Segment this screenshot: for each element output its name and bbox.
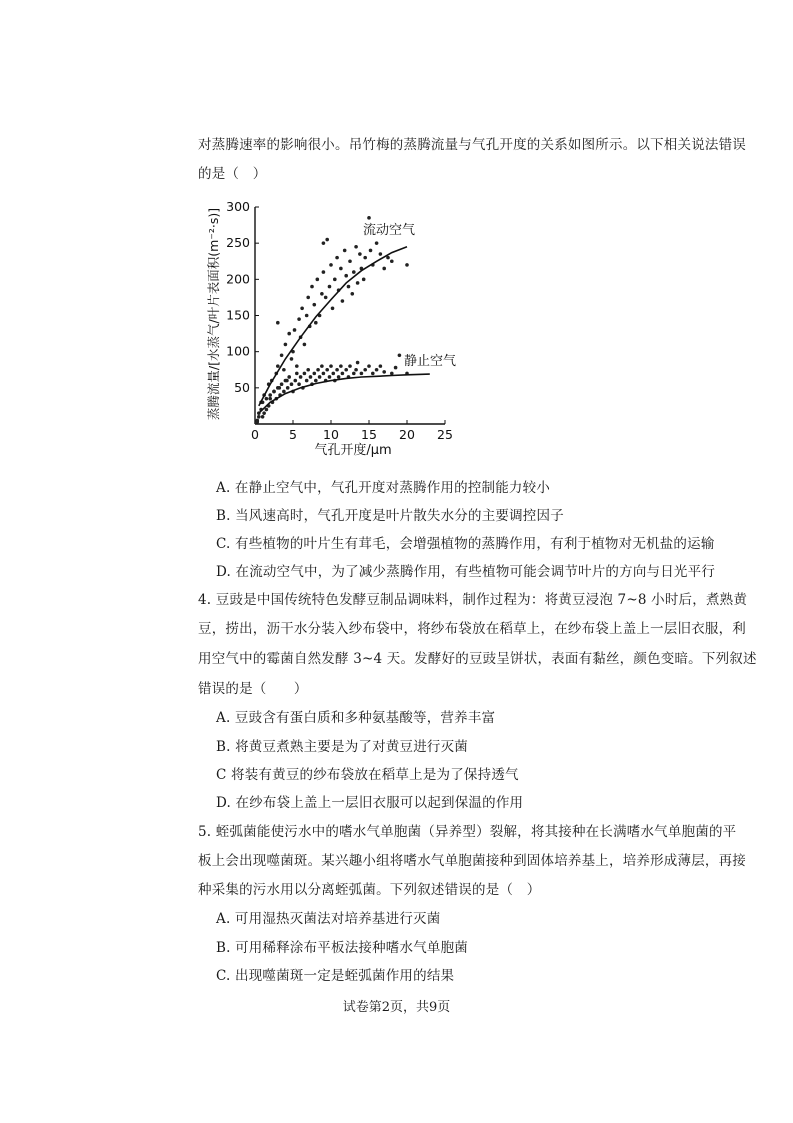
flowing-air-point xyxy=(305,314,309,318)
still-air-point xyxy=(314,379,318,383)
flowing-air-point xyxy=(280,353,284,357)
still-air-point xyxy=(255,420,259,424)
q5-line-3: 种采集的污水用以分离蛭弧菌。下列叙述错误的是（ ） xyxy=(198,882,541,898)
still-air-point xyxy=(322,372,326,376)
q3-option-b: B. 当风速高时，气孔开度是叶片散失水分的主要调控因子 xyxy=(216,508,564,524)
still-air-point xyxy=(265,397,269,401)
flowing-air-point xyxy=(295,364,299,368)
flowing-air-point xyxy=(297,317,301,321)
q5-option-c: C. 出现噬菌斑一定是蛭弧菌作用的结果 xyxy=(216,968,455,984)
q4-line-4: 错误的是（ ） xyxy=(198,681,308,697)
x-tick-label: 15 xyxy=(361,427,377,442)
still-air-point xyxy=(354,368,358,372)
flowing-air-point xyxy=(352,270,356,274)
x-tick-label: 0 xyxy=(251,427,259,442)
still-air-point xyxy=(394,366,398,370)
q4-option-d: D. 在纱布袋上盖上一层旧衣服可以起到保温的作用 xyxy=(216,795,524,811)
q4-option-c: C 将装有黄豆的纱布袋放在稻草上是为了保持透气 xyxy=(216,767,519,783)
flowing-air-point xyxy=(347,285,351,289)
still-air-point xyxy=(280,382,284,386)
flowing-air-point xyxy=(335,256,339,260)
flowing-air-point xyxy=(300,306,304,310)
flowing-air-point xyxy=(276,364,280,368)
still-air-point xyxy=(363,368,367,372)
still-air-point xyxy=(284,379,288,383)
y-tick-label: 150 xyxy=(226,307,250,323)
still-air-point xyxy=(331,372,335,376)
flowing-air-point xyxy=(290,357,294,361)
flowing-air-point xyxy=(325,238,329,242)
q5-line-2: 板上会出现噬菌斑。某兴趣小组将嗜水气单胞菌接种到固体培养基上，培养形成薄层，再接 xyxy=(198,853,746,869)
flowing-air-point xyxy=(312,303,316,307)
x-tick-label: 25 xyxy=(437,427,453,442)
still-air-point xyxy=(335,368,339,372)
flowing-air-point xyxy=(293,328,297,332)
flowing-air-point xyxy=(333,278,337,282)
flowing-air-point xyxy=(356,281,360,285)
flowing-air-point xyxy=(310,285,314,289)
flowing-air-point xyxy=(261,415,265,419)
still-air-point xyxy=(382,370,386,374)
q4-option-a: A. 豆豉含有蛋白质和多种氨基酸等，营养丰富 xyxy=(216,710,496,726)
still-air-point xyxy=(282,390,286,394)
flowing-air-point xyxy=(362,278,366,282)
still-air-point xyxy=(305,379,309,383)
q3-option-d: D. 在流动空气中，为了减少蒸腾作用，有些植物可能会调节叶片的方向与日光平行 xyxy=(216,564,716,580)
still-air-point xyxy=(329,364,333,368)
still-air-point xyxy=(398,353,402,357)
x-tick-label: 5 xyxy=(289,427,297,442)
still-air-point xyxy=(312,372,316,376)
still-air-point xyxy=(356,361,360,365)
y-tick-label: 250 xyxy=(226,235,250,251)
intro-line-2: 的是（ ） xyxy=(198,166,267,182)
still-air-point xyxy=(268,393,272,397)
still-air-point xyxy=(360,372,364,376)
still-air-point xyxy=(316,368,320,372)
flowing-air-point xyxy=(379,252,383,256)
y-tick-label: 300 xyxy=(226,199,250,214)
q4-option-b: B. 将黄豆煮熟主要是为了对黄豆进行灭菌 xyxy=(216,739,469,755)
q5-line-1: 5. 蛭弧菌能使污水中的嗜水气单胞菌（异养型）裂解，将其接种在长满嗜水气单胞菌的平 xyxy=(198,824,737,840)
still-air-point xyxy=(371,372,375,376)
flowing-air-point xyxy=(329,263,333,267)
flowing-air-point xyxy=(303,343,307,347)
flowing-air-point xyxy=(354,245,358,249)
still-air-point xyxy=(309,375,313,379)
x-axis-label: 气孔开度/μm xyxy=(314,443,392,458)
series-label-flowing-air: 流动空气 xyxy=(363,223,416,238)
flowing-air-point xyxy=(375,241,379,245)
flowing-air-point xyxy=(344,274,348,278)
flowing-air-point xyxy=(322,270,326,274)
y-tick-label: 100 xyxy=(226,343,250,359)
q4-line-3: 用空气中的霉菌自然发酵 3~4 天。发酵好的豆豉呈饼状，表面有黏丝，颜色变暗。下列叙述 xyxy=(198,651,757,667)
still-air-point xyxy=(299,375,303,379)
still-air-point xyxy=(375,368,379,372)
y-tick-label: 200 xyxy=(226,271,250,287)
still-air-point xyxy=(352,372,356,376)
series-label-still-air: 静止空气 xyxy=(404,354,457,369)
x-tick-label: 20 xyxy=(399,427,415,442)
still-air-point xyxy=(303,372,307,376)
flowing-air-point xyxy=(331,306,335,310)
q4-line-2: 豆，捞出，沥干水分装入纱布袋中，将纱布袋放在稻草上，在纱布袋上盖上一层旧衣服，利 xyxy=(198,621,746,637)
still-air-point xyxy=(348,364,352,368)
still-air-point xyxy=(287,375,291,379)
flowing-air-point xyxy=(390,259,394,263)
still-air-point xyxy=(379,364,383,368)
flowing-air-point xyxy=(382,267,386,271)
flowing-air-point xyxy=(341,299,345,303)
flowing-air-point xyxy=(358,252,362,256)
still-air-point xyxy=(272,390,276,394)
y-tick-label: 50 xyxy=(234,379,250,395)
x-tick-label: 10 xyxy=(323,427,339,442)
y-axis-label: 蒸腾流量/[水蒸气/叶片表面积(m⁻²·s)] xyxy=(206,207,221,421)
still-air-point xyxy=(337,375,341,379)
transpiration-chart xyxy=(198,196,468,458)
still-air-point xyxy=(276,386,280,390)
flowing-air-point xyxy=(306,296,310,300)
flowing-air-point xyxy=(268,397,272,401)
still-air-point xyxy=(328,375,332,379)
flowing-air-point xyxy=(363,256,367,260)
still-air-point xyxy=(306,368,310,372)
flowing-air-point xyxy=(276,321,280,325)
page-footer: 试卷第2页，共9页 xyxy=(342,1000,451,1015)
flowing-air-point xyxy=(367,216,371,220)
still-air-point xyxy=(262,411,266,415)
still-air-point xyxy=(290,382,294,386)
flowing-air-point xyxy=(328,285,332,289)
flowing-air-point xyxy=(314,321,318,325)
flowing-air-point xyxy=(265,408,269,412)
flowing-air-point xyxy=(282,368,286,372)
flowing-air-point xyxy=(287,332,291,336)
still-air-point xyxy=(257,415,261,419)
q4-line-1: 4. 豆豉是中国传统特色发酵豆制品调味料，制作过程为：将黄豆浸泡 7~8 小时后，煮熟黄 xyxy=(198,592,748,608)
q3-option-a: A. 在静止空气中，气孔开度对蒸腾作用的控制能力较小 xyxy=(216,480,551,496)
still-air-point xyxy=(297,382,301,386)
still-air-point xyxy=(325,368,329,372)
flowing-air-point xyxy=(316,278,320,282)
still-air-point xyxy=(339,364,343,368)
flowing-air-point xyxy=(343,249,347,253)
still-air-point xyxy=(320,364,324,368)
intro-line-1: 对蒸腾速率的影响很小。吊竹梅的蒸腾流量与气孔开度的关系如图所示。以下相关说法错误 xyxy=(198,137,746,153)
q5-option-a: A. 可用湿热灭菌法对培养基进行灭菌 xyxy=(216,911,441,927)
flowing-air-point xyxy=(339,267,343,271)
still-air-point xyxy=(286,386,290,390)
flowing-air-point xyxy=(405,263,409,267)
still-air-point xyxy=(344,368,348,372)
flowing-air-point xyxy=(324,296,328,300)
still-air-point xyxy=(318,375,322,379)
q5-option-b: B. 可用稀释涂布平板法接种嗜水气单胞菌 xyxy=(216,940,469,956)
flowing-air-trend-line xyxy=(259,247,407,406)
still-air-point xyxy=(390,372,394,376)
still-air-point xyxy=(341,372,345,376)
flowing-air-point xyxy=(348,259,352,263)
still-air-point xyxy=(293,379,297,383)
flowing-air-point xyxy=(369,249,373,253)
q3-option-c: C. 有些植物的叶片生有茸毛，会增强植物的蒸腾作用，有利于植物对无机盐的运输 xyxy=(216,536,715,552)
flowing-air-point xyxy=(284,343,288,347)
flowing-air-point xyxy=(322,241,326,245)
still-air-point xyxy=(295,372,299,376)
flowing-air-point xyxy=(350,292,354,296)
still-air-point xyxy=(367,364,371,368)
flowing-air-point xyxy=(320,292,324,296)
